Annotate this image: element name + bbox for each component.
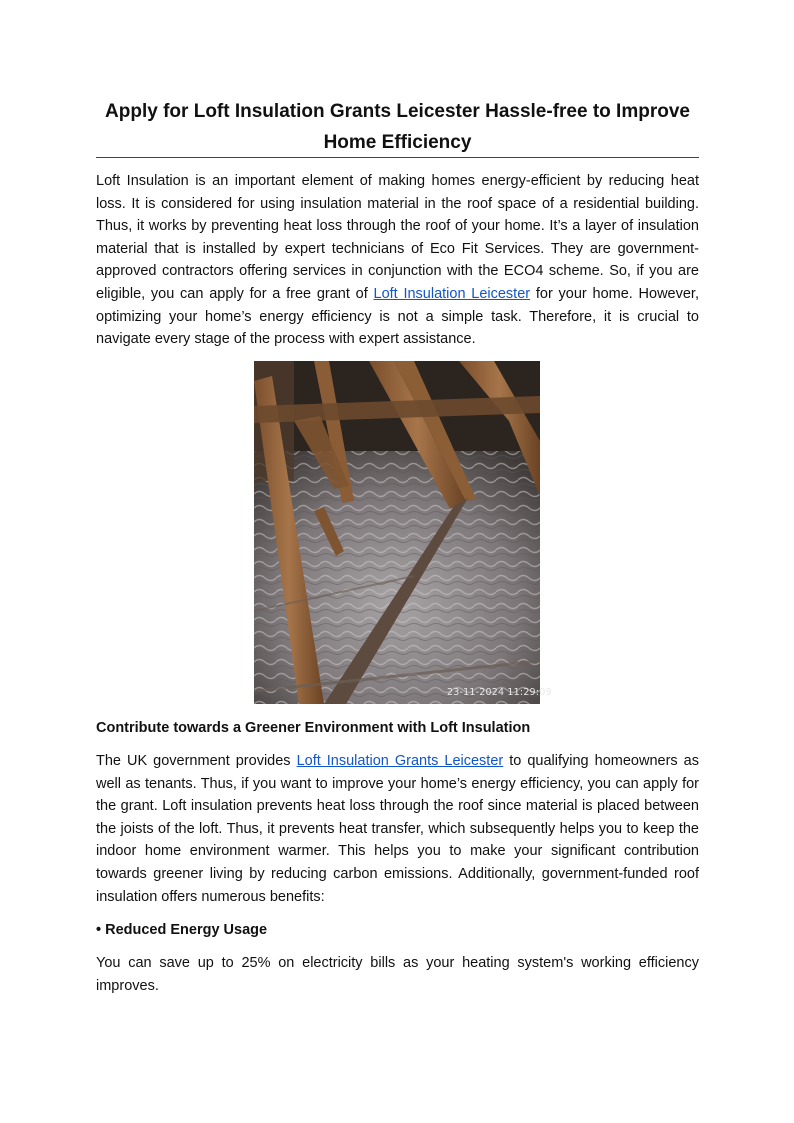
- title-divider: [96, 157, 699, 158]
- benefit-heading-reduced-energy: • Reduced Energy Usage: [96, 922, 268, 938]
- intro-paragraph: [96, 170, 699, 351]
- section-text-after-link: to qualifying homeowners as well as tenants. Thus, if you want to improve your home’s energy efficiency, you can apply for the grant. Loft insulation prevents heat loss through the roof since material is placed between the joists of the loft. Thus, it prevents heat transfer, which subsequently helps you to keep the indoor home environment warmer. This helps you to make your significant contribution towards greener living by reducing carbon emissions. Additionally, government-funded roof insulation offers numerous benefits:: [96, 753, 699, 905]
- section-text-before-link: The UK government provides: [96, 753, 297, 769]
- photo-timestamp: 23-11-2024 11:29:09: [447, 687, 552, 698]
- benefit-paragraph-reduced-energy: You can save up to 25% on electricity bills as your heating system's working efficiency improves.: [96, 955, 699, 994]
- intro-text-before-link: Loft Insulation is an important element of making homes energy-efficient by reducing heat loss. It is considered for using insulation material in the roof space of a residential building. Thus, it works by preventing heat loss through the roof of your home. It’s a layer of insulation material that is installed by expert technicians of Eco Fit Services. They are government-approved contractors offering services in conjunction with the ECO4 scheme. So, if you are eligible, you can apply for a free grant of: [96, 173, 699, 302]
- section-heading-greener-environment: Contribute towards a Greener Environment with Loft Insulation: [96, 720, 531, 736]
- page-title: Apply for Loft Insulation Grants Leicester Hassle-free to Improve Home Efficiency: [105, 101, 690, 153]
- section-paragraph-greener-environment: [96, 750, 699, 908]
- intro-text-after-link: for your home. However, optimizing your home’s energy efficiency is not a simple task. Therefore, it is crucial to navigate every stage of the process with expert assistance.: [96, 285, 699, 348]
- loft-insulation-grants-leicester-link[interactable]: Loft Insulation Grants Leicester: [296, 753, 504, 769]
- loft-insulation-photo: [254, 361, 540, 704]
- loft-insulation-leicester-link[interactable]: Loft Insulation Leicester: [373, 285, 531, 302]
